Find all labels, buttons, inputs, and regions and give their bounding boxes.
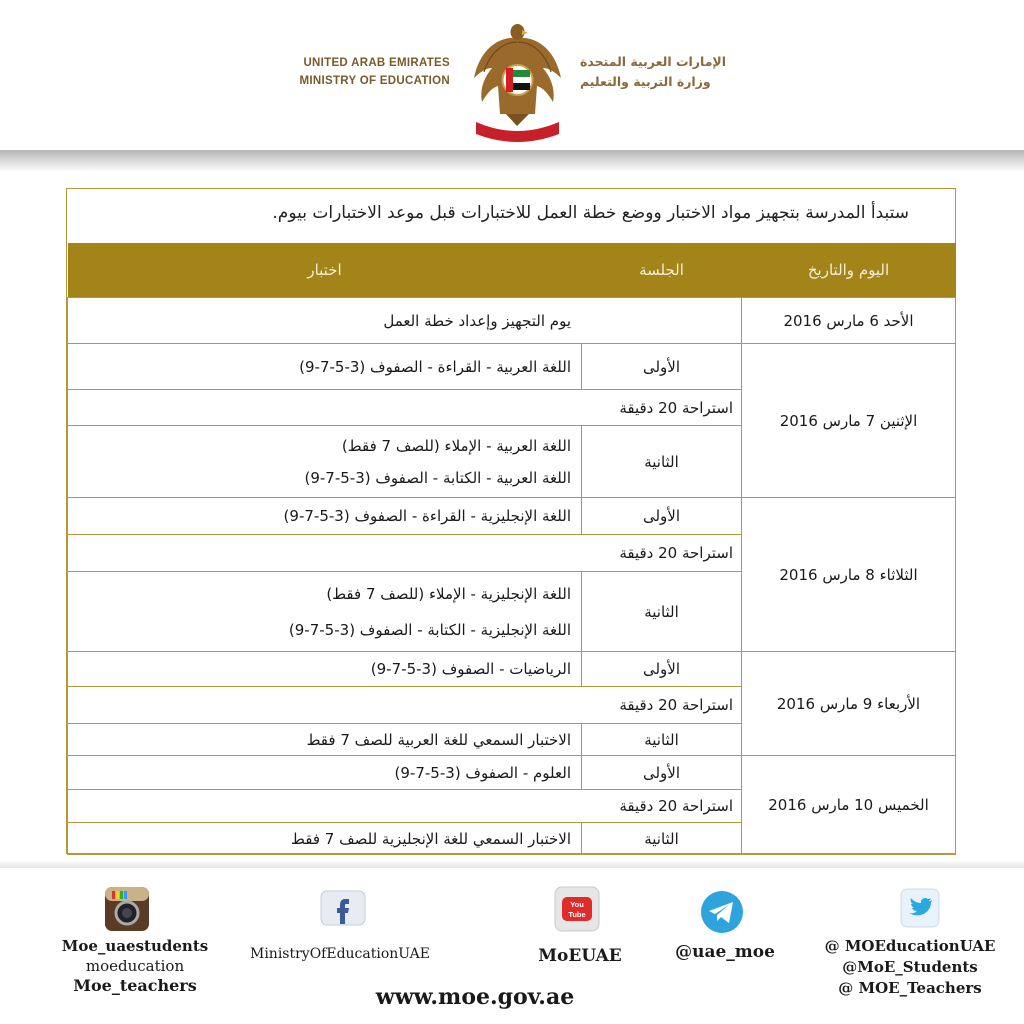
intro-row	[67, 189, 955, 243]
twitter-handle[interactable]: @ MOE_Teachers	[838, 979, 982, 997]
facebook-handle[interactable]: MinistryOfEducationUAE	[249, 946, 430, 962]
telegram-icon[interactable]	[700, 890, 744, 934]
day-cell: الخميس 10 مارس 2016	[742, 756, 956, 855]
instagram-icon[interactable]	[104, 886, 150, 932]
intro-text: ستبدأ المدرسة بتجهيز مواد الاختبار ووضع خطة العمل للاختبارات قبل موعد الاختبارات بيوم.	[272, 203, 909, 223]
break-cell: استراحة 20 دقيقة	[68, 535, 742, 572]
table-row	[68, 298, 956, 344]
header-en-line-2: MINISTRY OF EDUCATION	[299, 75, 450, 87]
exam-subject-pair	[68, 426, 582, 498]
session-label: الأولى	[582, 498, 742, 535]
youtube-handle[interactable]: MoEUAE	[538, 946, 622, 966]
uae-emblem-icon	[470, 18, 565, 143]
header-day-date: اليوم والتاريخ	[742, 243, 956, 298]
instagram-handle[interactable]: Moe_uaestudents	[61, 937, 209, 955]
exam-schedule-card	[66, 188, 956, 854]
twitter-handle[interactable]: @ MOEducationUAE	[824, 937, 996, 955]
break-cell: استراحة 20 دقيقة	[68, 390, 742, 426]
session-label: الأولى	[582, 344, 742, 390]
exam-subject: الاختبار السمعي للغة الإنجليزية للصف 7 فقط	[68, 823, 582, 855]
header-ar-line-2: وزارة التربية والتعليم	[580, 74, 711, 89]
svg-text:You: You	[570, 900, 584, 909]
exam-subject: اللغة العربية - القراءة - الصفوف (3-5-7-9)	[68, 344, 582, 390]
day-cell: الأحد 6 مارس 2016	[742, 298, 956, 344]
session-label: الثانية	[582, 426, 742, 498]
svg-text:Tube: Tube	[568, 910, 586, 919]
exam-subject: اللغة الإنجليزية - الإملاء (للصف 7 فقط)	[326, 584, 571, 603]
youtube-icon[interactable]	[554, 886, 600, 932]
table-header-row	[68, 243, 956, 298]
header-english-title	[270, 54, 450, 90]
twitter-handle[interactable]: @MoE_Students	[842, 958, 978, 976]
day-cell: الثلاثاء 8 مارس 2016	[742, 498, 956, 652]
header-session: الجلسة	[582, 243, 742, 298]
session-label: الثانية	[582, 724, 742, 756]
twitter-icon[interactable]	[900, 888, 940, 928]
exam-subject: اللغة العربية - الكتابة - الصفوف (3-5-7-9)	[304, 468, 571, 487]
session-label: الثانية	[582, 823, 742, 855]
day-cell: الأربعاء 9 مارس 2016	[742, 652, 956, 756]
instagram-handle[interactable]: moeducation	[85, 957, 185, 975]
header-en-line-1: UNITED ARAB EMIRATES	[303, 57, 450, 69]
table-row	[68, 652, 956, 687]
instagram-handle[interactable]: Moe_teachers	[73, 976, 197, 995]
telegram-handle[interactable]: @uae_moe	[675, 942, 775, 962]
exam-subject-pair	[68, 572, 582, 652]
website-link[interactable]: www.moe.gov.ae	[375, 984, 575, 1010]
exam-subject: اللغة الإنجليزية - القراءة - الصفوف (3-5-7-9)	[68, 498, 582, 535]
table-row	[68, 498, 956, 535]
exam-subject: اللغة العربية - الإملاء (للصف 7 فقط)	[341, 436, 571, 455]
exam-subject: الاختبار السمعي للغة العربية للصف 7 فقط	[68, 724, 582, 756]
exam-schedule-table	[67, 243, 956, 855]
break-cell: استراحة 20 دقيقة	[68, 790, 742, 823]
header-exam: اختبار	[68, 243, 582, 298]
header-arabic-title	[580, 52, 730, 92]
facebook-icon[interactable]	[320, 890, 366, 926]
session-label: الأولى	[582, 756, 742, 790]
header-ar-line-1: الإمارات العربية المتحدة	[580, 54, 727, 69]
exam-subject: الرياضيات - الصفوف (3-5-7-9)	[68, 652, 582, 687]
day-cell: الإثنين 7 مارس 2016	[742, 344, 956, 498]
table-row	[68, 756, 956, 790]
break-cell: استراحة 20 دقيقة	[68, 687, 742, 724]
twitter-handles	[800, 936, 1020, 999]
session-label: الأولى	[582, 652, 742, 687]
exam-subject: اللغة الإنجليزية - الكتابة - الصفوف (3-5-7-9)	[288, 620, 571, 639]
social-footer	[0, 868, 1024, 1024]
table-row	[68, 344, 956, 390]
instagram-handles	[40, 936, 230, 996]
prep-day-note: يوم التجهيز وإعداد خطة العمل	[68, 298, 742, 344]
ministry-header	[0, 0, 1024, 155]
header-shadow	[0, 150, 1024, 172]
session-label: الثانية	[582, 572, 742, 652]
exam-subject: العلوم - الصفوف (3-5-7-9)	[68, 756, 582, 790]
